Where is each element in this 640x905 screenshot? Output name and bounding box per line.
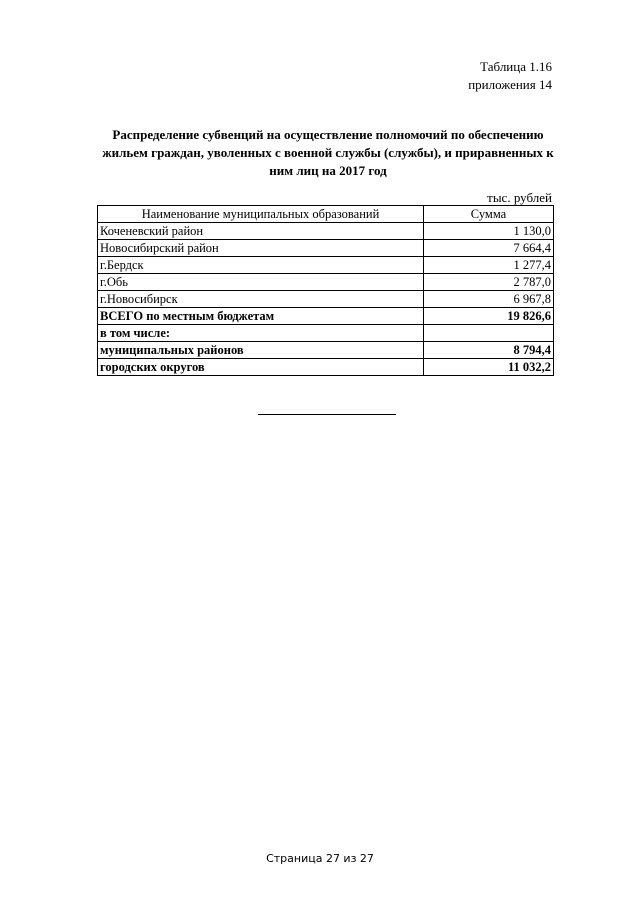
row-name: г.Бердск xyxy=(98,257,424,274)
units-label: тыс. рублей xyxy=(487,190,552,205)
row-name: Новосибирский район xyxy=(98,240,424,257)
table-reference xyxy=(468,58,552,94)
appendix-number: приложения 14 xyxy=(468,77,552,92)
page-number: Страница 27 из 27 xyxy=(266,852,374,865)
total-row xyxy=(98,308,554,325)
document-title: Распределение субвенций на осуществление полномочий по обеспечению жильем граждан, уволенных с военной службы (службы), и приравненных к ним лиц на 2017 год xyxy=(102,127,554,178)
subtotal-name: муниципальных районов xyxy=(98,342,424,359)
including-row xyxy=(98,325,554,342)
table-number: Таблица 1.16 xyxy=(480,59,552,74)
including-label: в том числе: xyxy=(98,325,424,342)
row-sum: 6 967,8 xyxy=(424,291,554,308)
row-name: г.Обь xyxy=(98,274,424,291)
subtotal-sum: 8 794,4 xyxy=(424,342,554,359)
total-sum: 19 826,6 xyxy=(424,308,554,325)
table-row xyxy=(98,223,554,240)
row-sum: 2 787,0 xyxy=(424,274,554,291)
including-sum xyxy=(424,325,554,342)
total-name: ВСЕГО по местным бюджетам xyxy=(98,308,424,325)
row-sum: 1 130,0 xyxy=(424,223,554,240)
table-row xyxy=(98,257,554,274)
table-row xyxy=(98,291,554,308)
table-row xyxy=(98,240,554,257)
table-header-row xyxy=(98,206,554,223)
column-header-name: Наименование муниципальных образований xyxy=(98,206,424,223)
subtotal-name: городских округов xyxy=(98,359,424,376)
end-divider-line xyxy=(258,414,396,415)
row-sum: 7 664,4 xyxy=(424,240,554,257)
subsidy-table xyxy=(97,205,554,376)
subtotal-row xyxy=(98,359,554,376)
subtotal-sum: 11 032,2 xyxy=(424,359,554,376)
subtotal-row xyxy=(98,342,554,359)
row-name: г.Новосибирск xyxy=(98,291,424,308)
row-sum: 1 277,4 xyxy=(424,257,554,274)
table-row xyxy=(98,274,554,291)
column-header-sum: Сумма xyxy=(424,206,554,223)
row-name: Коченевский район xyxy=(98,223,424,240)
